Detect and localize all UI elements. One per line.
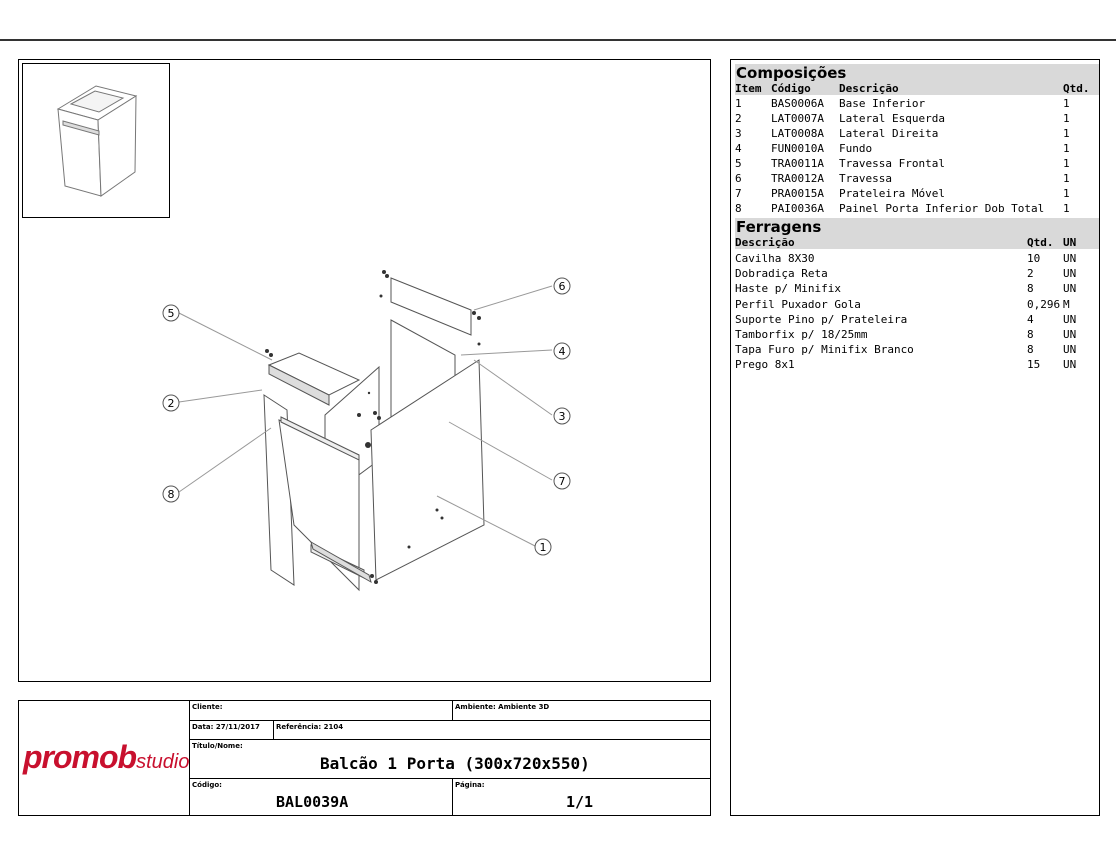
ferragens-cell-un: UN — [1063, 252, 1077, 265]
composicoes-row — [735, 171, 1099, 186]
composicoes-cell-codigo: LAT0007A — [771, 112, 824, 125]
ferragens-row — [735, 327, 1099, 342]
composicoes-cell-descricao: Prateleira Móvel — [839, 187, 945, 200]
ferragens-cell-descricao: Suporte Pino p/ Prateleira — [735, 312, 908, 326]
ferragens-header: Descrição Qtd. UN — [735, 236, 1099, 249]
composicoes-cell-item: 7 — [735, 187, 742, 200]
composicoes-cell-codigo: BAS0006A — [771, 97, 824, 110]
svg-text:3: 3 — [558, 410, 566, 423]
ferragens-row — [735, 297, 1099, 312]
svg-text:1: 1 — [539, 541, 547, 554]
callout-5 — [163, 305, 179, 321]
header-rule — [0, 39, 1116, 41]
ferragens-cell-descricao: Haste p/ Minifix — [735, 282, 841, 296]
composicoes-cell-descricao: Lateral Direita — [839, 127, 939, 140]
composicoes-cell-codigo: TRA0012A — [771, 172, 824, 185]
ferragens-row — [735, 312, 1099, 327]
svg-text:4: 4 — [558, 345, 566, 358]
ferragens-cell-un: UN — [1063, 267, 1077, 281]
title-block — [18, 700, 711, 816]
composicoes-cell-item: 4 — [735, 142, 742, 155]
ferragens-cell-descricao: Cavilha 8X30 — [735, 252, 815, 265]
cabinet-thumbnail — [23, 64, 169, 217]
composicoes-cell-descricao: Fundo — [839, 142, 873, 155]
composicoes-row — [735, 201, 1099, 216]
composicoes-row — [735, 111, 1099, 126]
ferragens-cell-descricao: Perfil Puxador Gola — [735, 297, 861, 311]
composicoes-row — [735, 141, 1099, 156]
composicoes-row — [735, 96, 1099, 111]
composicoes-header: Item Código Descrição Qtd. — [735, 82, 1099, 95]
callout-8 — [163, 486, 179, 502]
ferragens-cell-qtd: 8 — [1027, 282, 1034, 296]
ambiente-label: Ambiente: Ambiente 3D — [455, 703, 550, 711]
composicoes-title: Composições — [735, 64, 1099, 82]
codigo-cell — [189, 778, 452, 816]
ferragens-cell-qtd: 4 — [1027, 312, 1034, 326]
svg-text:6: 6 — [558, 280, 566, 293]
composicoes-cell-qtd: 1 — [1063, 157, 1070, 170]
thumbnail-frame — [22, 63, 170, 218]
ambiente-cell — [452, 700, 711, 720]
composicoes-cell-item: 2 — [735, 112, 742, 125]
composicoes-cell-codigo: PRA0015A — [771, 187, 824, 200]
ferragens-row — [735, 266, 1099, 281]
callout-6 — [554, 278, 570, 294]
ferragens-cell-descricao: Prego 8x1 — [735, 358, 795, 372]
ferragens-row — [735, 342, 1099, 357]
ferragens-cell-qtd: 2 — [1027, 267, 1034, 281]
svg-text:7: 7 — [558, 475, 566, 488]
svg-text:5: 5 — [167, 307, 175, 320]
composicoes-cell-codigo: LAT0008A — [771, 127, 824, 140]
ferragens-row — [735, 357, 1099, 372]
composicoes-cell-item: 8 — [735, 202, 742, 215]
ferragens-cell-descricao: Tapa Furo p/ Minifix Branco — [735, 343, 914, 357]
composicoes-cell-item: 3 — [735, 127, 742, 140]
composicoes-cell-item: 6 — [735, 172, 742, 185]
composicoes-cell-codigo: TRA0011A — [771, 157, 824, 170]
composicoes-cell-descricao: Travessa — [839, 172, 892, 185]
right-side-panel — [371, 360, 484, 580]
cliente-cell — [189, 700, 452, 720]
svg-text:8: 8 — [167, 488, 175, 501]
ferragens-cell-un: UN — [1063, 358, 1077, 372]
composicoes-row — [735, 126, 1099, 141]
ferragens-cell-un: M — [1063, 297, 1070, 311]
pagina-cell — [452, 778, 711, 816]
callout-3 — [554, 408, 570, 424]
cliente-label: Cliente: — [192, 703, 223, 711]
codigo-label: Código: — [192, 781, 222, 789]
composicoes-cell-qtd: 1 — [1063, 172, 1070, 185]
svg-text:2: 2 — [167, 397, 175, 410]
ferragens-row — [735, 251, 1099, 266]
callout-4 — [554, 343, 570, 359]
ferragens-cell-un: UN — [1063, 328, 1077, 341]
titulo-cell — [189, 739, 711, 778]
composicoes-cell-item: 5 — [735, 157, 742, 170]
callout-2 — [163, 395, 179, 411]
ferragens-cell-un: UN — [1063, 343, 1077, 357]
data-cell — [189, 720, 273, 739]
composicoes-cell-codigo: PAI0036A — [771, 202, 824, 215]
codigo-value: BAL0039A — [276, 793, 349, 811]
composicoes-cell-descricao: Base Inferior — [839, 97, 926, 110]
composicoes-cell-descricao: Painel Porta Inferior Dob Total — [839, 202, 1045, 215]
composicoes-cell-qtd: 1 — [1063, 202, 1070, 215]
ferragens-cell-un: UN — [1063, 312, 1077, 326]
ferragens-cell-qtd: 15 — [1027, 358, 1041, 372]
pagina-label: Página: — [455, 781, 485, 789]
titulo-value: Balcão 1 Porta (300x720x550) — [320, 754, 590, 773]
composicoes-cell-qtd: 1 — [1063, 142, 1070, 155]
ferragens-row — [735, 281, 1099, 296]
ferragens-cell-descricao: Tamborfix p/ 18/25mm — [735, 328, 868, 341]
ferragens-cell-un: UN — [1063, 282, 1077, 296]
titulo-label: Título/Nome: — [192, 742, 243, 750]
composicoes-cell-qtd: 1 — [1063, 97, 1070, 110]
composicoes-cell-descricao: Travessa Frontal — [839, 157, 945, 170]
composicoes-row — [735, 186, 1099, 201]
ferragens-cell-qtd: 8 — [1027, 343, 1034, 357]
ferragens-title: Ferragens — [735, 218, 1099, 236]
pagina-value: 1/1 — [566, 793, 594, 811]
referencia-label: Referência: 2104 — [276, 723, 344, 731]
composicoes-row — [735, 156, 1099, 171]
ferragens-cell-descricao: Dobradiça Reta — [735, 267, 828, 281]
composicoes-cell-qtd: 1 — [1063, 127, 1070, 140]
ferragens-cell-qtd: 10 — [1027, 252, 1041, 265]
referencia-cell — [273, 720, 711, 739]
callout-1 — [535, 539, 551, 555]
ferragens-cell-qtd: 0,296 — [1027, 297, 1061, 311]
ferragens-cell-qtd: 8 — [1027, 328, 1034, 341]
callout-7 — [554, 473, 570, 489]
promob-logo: promobstudio — [23, 739, 190, 775]
data-label: Data: 27/11/2017 — [192, 723, 260, 731]
parts-list-panel — [730, 59, 1100, 816]
composicoes-cell-item: 1 — [735, 97, 742, 110]
composicoes-cell-qtd: 1 — [1063, 112, 1070, 125]
composicoes-cell-codigo: FUN0010A — [771, 142, 824, 155]
composicoes-cell-qtd: 1 — [1063, 187, 1070, 200]
composicoes-cell-descricao: Lateral Esquerda — [839, 112, 945, 125]
